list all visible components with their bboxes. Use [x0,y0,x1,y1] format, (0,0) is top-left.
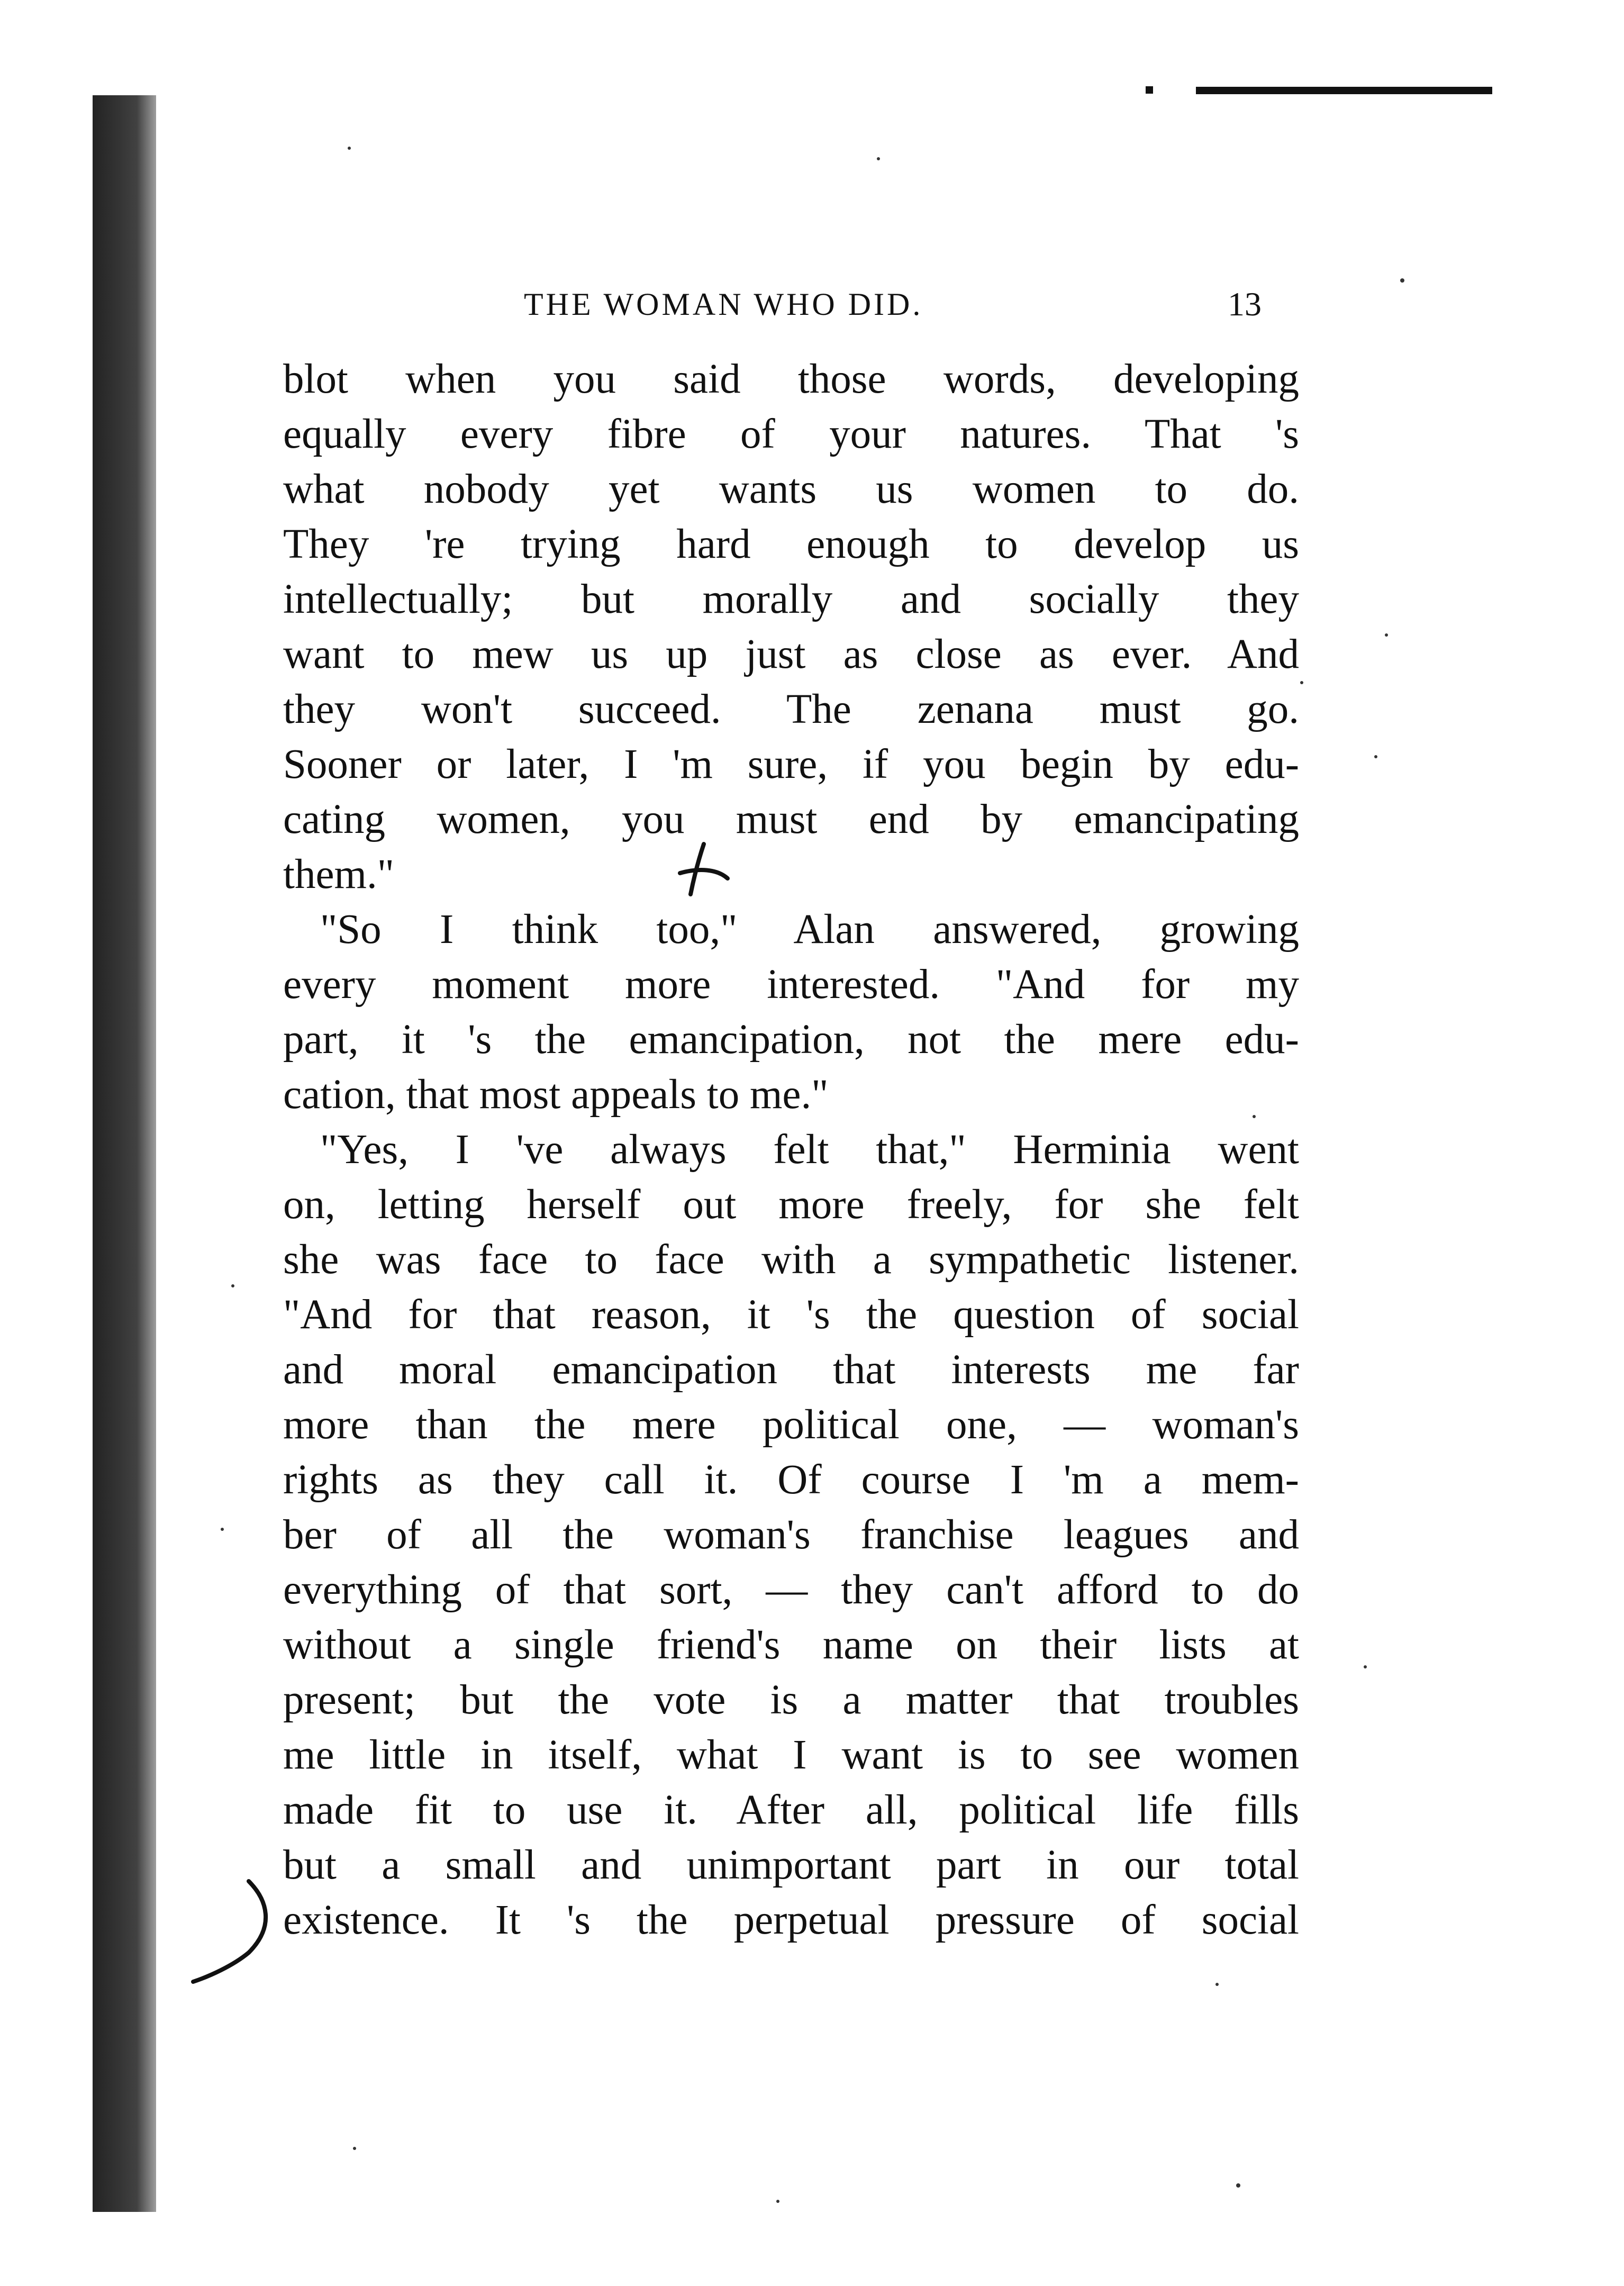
text-line: more than the mere political one, — woman's [283,1402,1299,1448]
text-line: "Yes, I 've always felt that," Herminia went [320,1127,1299,1173]
text-line: present; but the vote is a matter that troubles [283,1677,1299,1723]
text-line: existence. It 's the perpetual pressure of social [283,1897,1299,1943]
text-line: what nobody yet wants us women to do. [283,466,1299,512]
text-line: made fit to use it. After all, political life fills [283,1787,1299,1833]
running-header: THE WOMAN WHO DID. [524,287,923,322]
text-line: them." [283,851,394,897]
text-line: "So I think too," Alan answered, growing [320,906,1299,952]
text-line: They 're trying hard enough to develop us [283,521,1299,567]
text-line: rights as they call it. Of course I 'm a mem- [283,1457,1299,1503]
text-line: intellectually; but morally and socially they [283,576,1299,622]
text-line: part, it 's the emancipation, not the mere edu- [283,1017,1299,1063]
cross-mark [680,844,728,894]
text-line: cation, that most appeals to me." [283,1072,829,1118]
text-line: everything of that sort, — they can't afford to do [283,1567,1299,1613]
text-line: cating women, you must end by emancipating [283,796,1299,842]
text-line: me little in itself, what I want is to see women [283,1732,1299,1778]
text-line: on, letting herself out more freely, for she felt [283,1182,1299,1228]
scan-specks [221,147,1404,2203]
text-line: every moment more interested. "And for my [283,961,1299,1008]
bracket-mark [193,1881,266,1982]
text-line: equally every fibre of your natures. That 's [283,411,1299,457]
text-line: want to mew us up just as close as ever. And [283,631,1299,677]
text-line: she was face to face with a sympathetic listener. [283,1237,1299,1283]
text-line: they won't succeed. The zenana must go. [283,686,1299,732]
text-line: Sooner or later, I 'm sure, if you begin by edu- [283,741,1299,787]
text-line: blot when you said those words, developing [283,356,1299,402]
page-number: 13 [1228,285,1262,323]
text-line: and moral emancipation that interests me far [283,1347,1299,1393]
text-line: but a small and unimportant part in our total [283,1842,1299,1888]
text-line: "And for that reason, it 's the question of social [283,1292,1299,1338]
text-line: ber of all the woman's franchise leagues and [283,1512,1299,1558]
text-line: without a single friend's name on their lists at [283,1622,1299,1668]
